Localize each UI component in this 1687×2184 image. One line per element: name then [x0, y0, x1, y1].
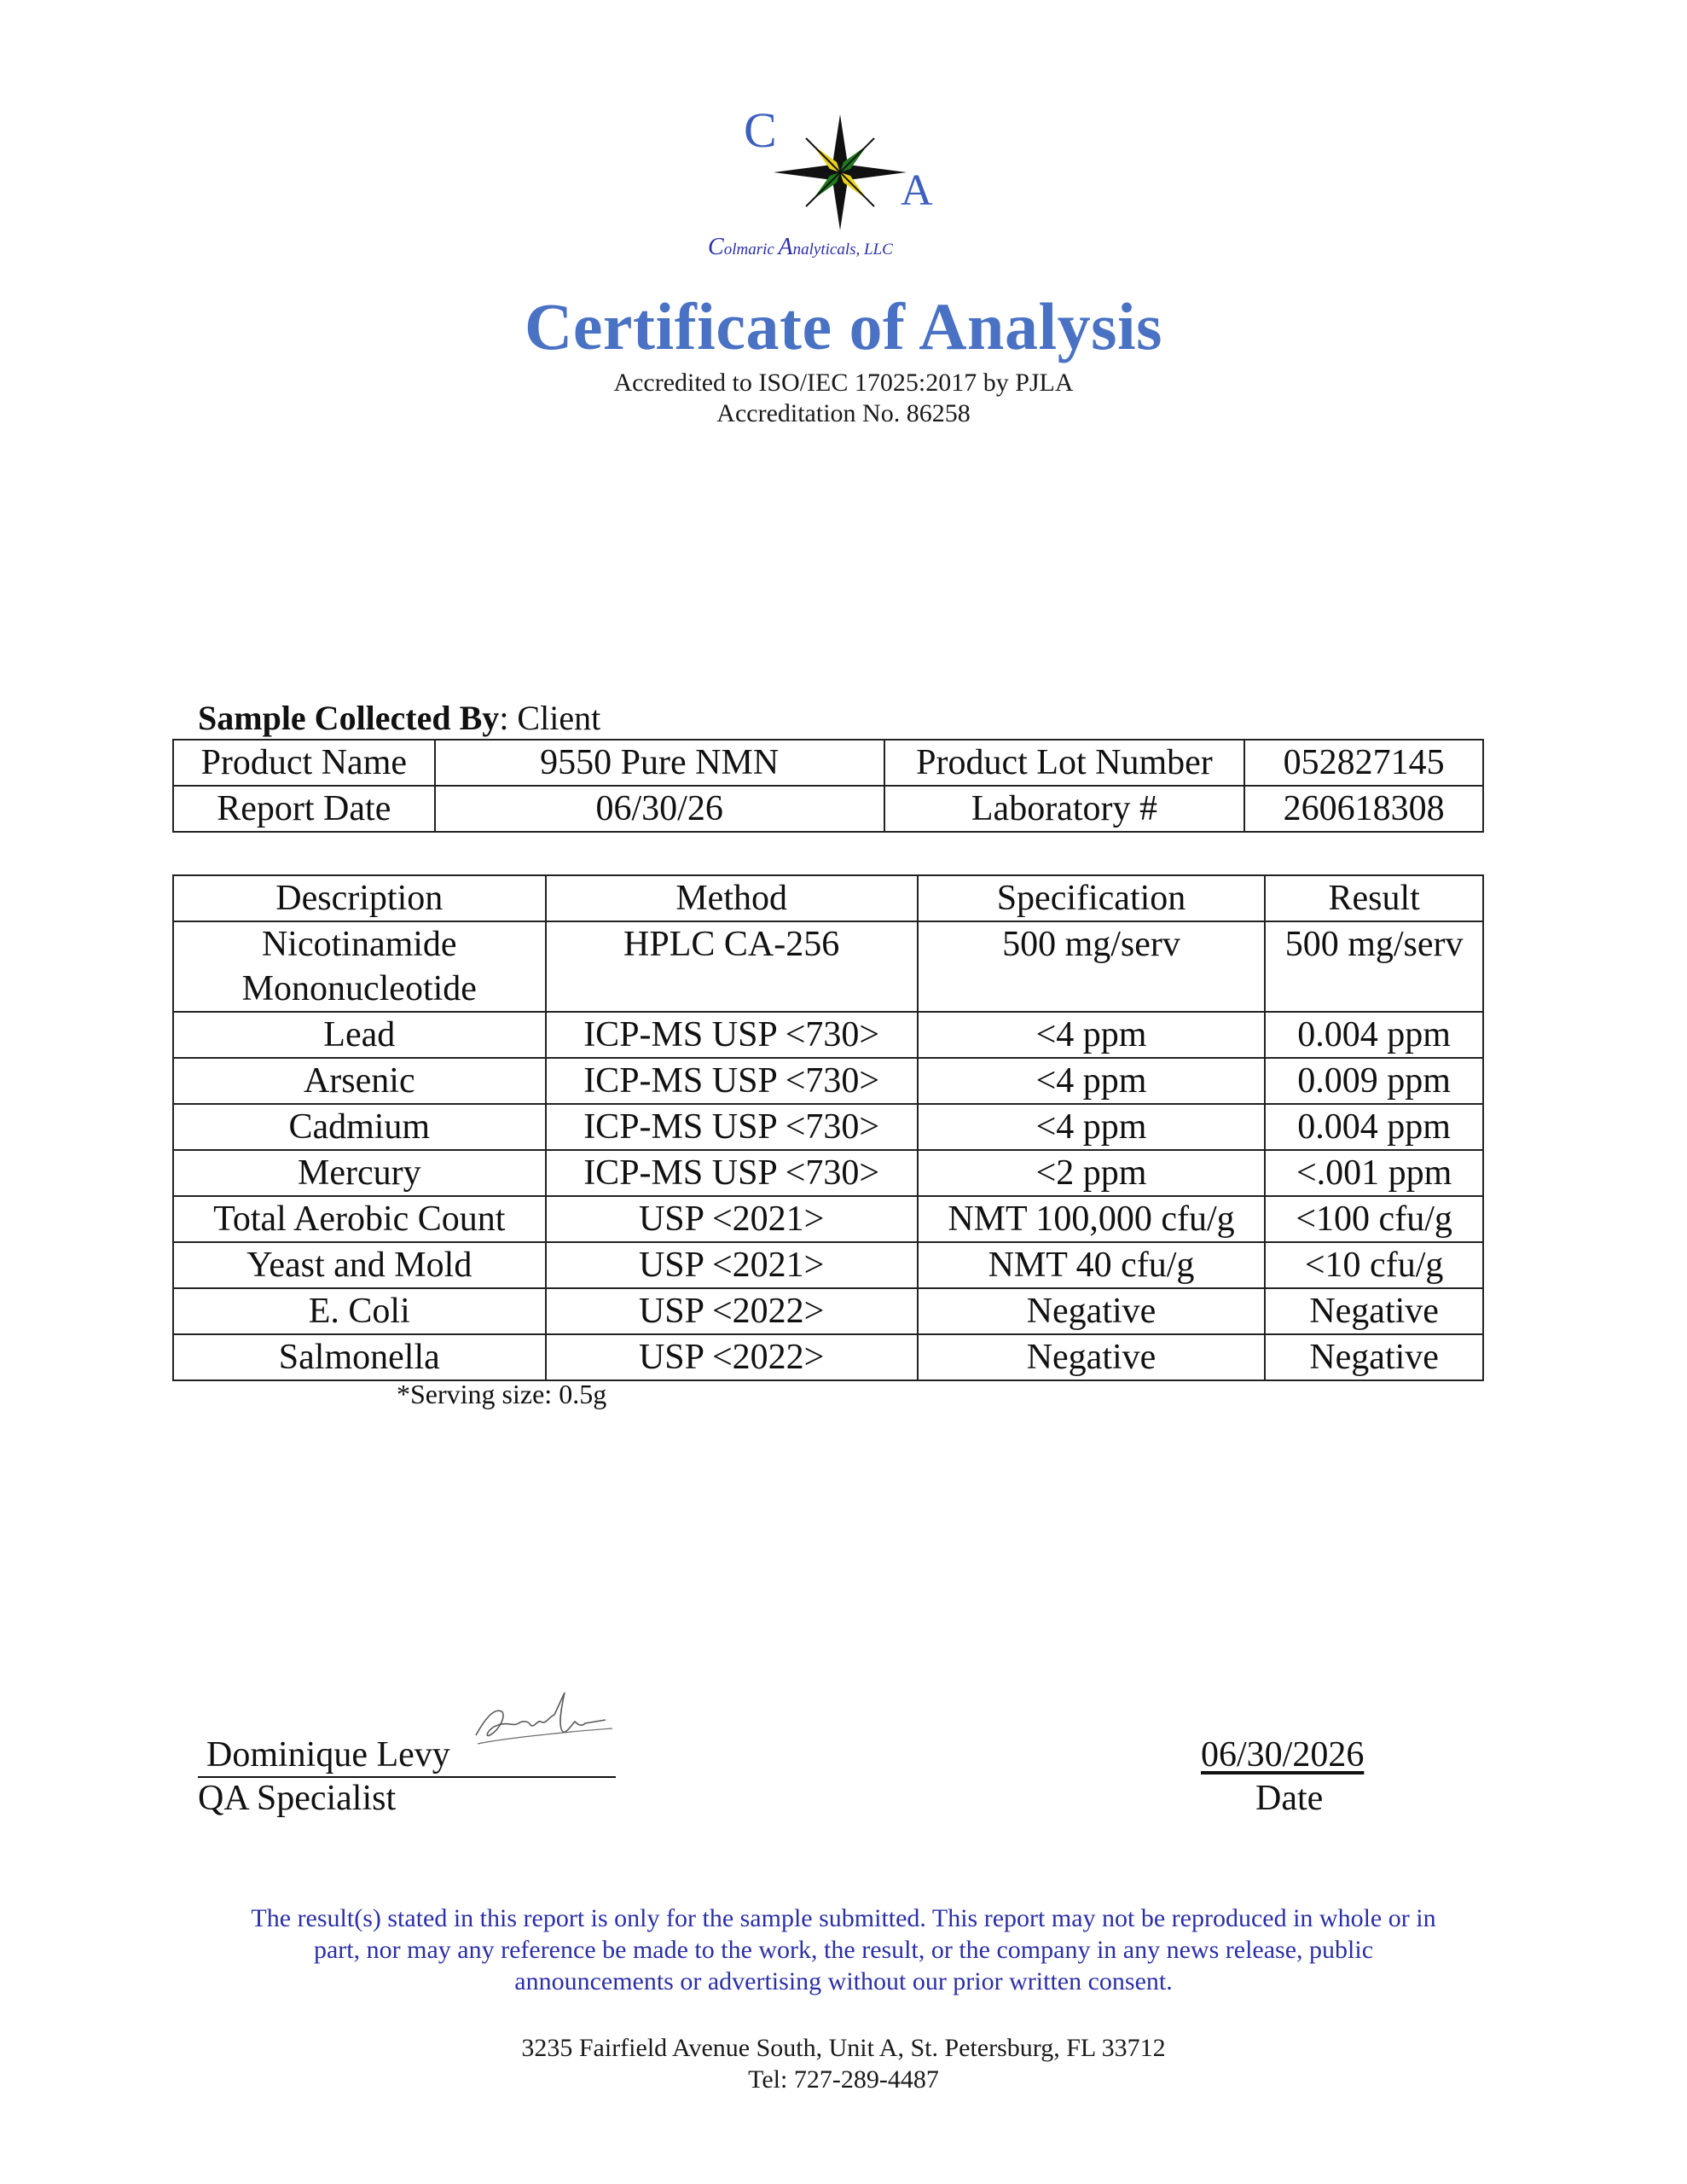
accreditation-text: Accredited to ISO/IEC 17025:2017 by PJLA — [613, 369, 1074, 397]
lab-number-value: 260618308 — [1244, 786, 1483, 832]
table-row — [173, 1012, 1483, 1058]
sample-collected-line — [198, 698, 600, 738]
row-method: ICP-MS USP <730> — [546, 1058, 918, 1104]
table-row — [173, 1242, 1483, 1288]
product-name-label: Product Name — [173, 740, 435, 786]
row-description: Mercury — [173, 1150, 546, 1196]
row-description: Salmonella — [173, 1334, 546, 1380]
logo-company-a: A — [778, 234, 793, 260]
row-result: Negative — [1265, 1334, 1483, 1380]
signer-name: Dominique Levy — [198, 1734, 616, 1778]
row-result: <100 cfu/g — [1265, 1196, 1483, 1242]
serving-size-footnote: *Serving size: 0.5g — [397, 1379, 607, 1409]
disclaimer-line-1: The result(s) stated in this report is only for the sample submitted. This report may not be reproduced in whole or in — [251, 1904, 1436, 1932]
table-row — [173, 921, 1483, 1012]
row-result: <.001 ppm — [1265, 1150, 1483, 1196]
row-description — [173, 921, 546, 1012]
footer-telephone: Tel: 727-289-4487 — [748, 2065, 939, 2094]
footer-address: 3235 Fairfield Avenue South, Unit A, St. Petersburg, FL 33712 — [521, 2034, 1166, 2062]
row-description: Arsenic — [173, 1058, 546, 1104]
logo-letter-a: A — [901, 166, 933, 215]
table-row — [173, 1334, 1483, 1380]
lot-number-label: Product Lot Number — [884, 740, 1244, 786]
disclaimer-line-3: announcements or advertising without our prior written consent. — [514, 1967, 1173, 1995]
report-date-label: Report Date — [173, 786, 435, 832]
row-specification: NMT 100,000 cfu/g — [918, 1196, 1266, 1242]
sample-collected-value: : Client — [499, 699, 601, 737]
product-name-value: 9550 Pure NMN — [435, 740, 884, 786]
lot-number-value: 052827145 — [1244, 740, 1483, 786]
disclaimer-line-2: part, nor may any reference be made to the work, the result, or the company in any news release, public — [313, 1936, 1374, 1964]
row-specification: <4 ppm — [918, 1058, 1266, 1104]
row-result: Negative — [1265, 1288, 1483, 1334]
logo-company-tail: nalyticals, LLC — [792, 241, 893, 258]
row-result: 0.009 ppm — [1265, 1058, 1483, 1104]
row-description: Total Aerobic Count — [173, 1196, 546, 1242]
row-method: USP <2022> — [546, 1288, 918, 1334]
table-row — [173, 1058, 1483, 1104]
row-specification: <4 ppm — [918, 1104, 1266, 1150]
row-method: HPLC CA-256 — [546, 921, 918, 1012]
header-specification: Specification — [918, 875, 1266, 921]
row-specification: <4 ppm — [918, 1012, 1266, 1058]
logo-company-mid: olmaric — [723, 241, 779, 258]
table-row — [173, 1104, 1483, 1150]
row-method: ICP-MS USP <730> — [546, 1150, 918, 1196]
row-description-line1: Nicotinamide — [261, 925, 457, 964]
row-specification: NMT 40 cfu/g — [918, 1242, 1266, 1288]
row-description: Cadmium — [173, 1104, 546, 1150]
date-label: Date — [1255, 1779, 1324, 1818]
row-description: Lead — [173, 1012, 546, 1058]
row-method: USP <2022> — [546, 1334, 918, 1380]
report-date-value: 06/30/26 — [435, 786, 884, 832]
row-result: 0.004 ppm — [1265, 1012, 1483, 1058]
lab-number-label: Laboratory # — [884, 786, 1244, 832]
header-result: Result — [1265, 875, 1483, 921]
row-description: Yeast and Mold — [173, 1242, 546, 1288]
row-method: USP <2021> — [546, 1196, 918, 1242]
row-specification: Negative — [918, 1334, 1266, 1380]
table-row — [173, 1150, 1483, 1196]
header-method: Method — [546, 875, 918, 921]
table-row — [173, 1288, 1483, 1334]
header-description: Description — [173, 875, 546, 921]
row-specification: Negative — [918, 1288, 1266, 1334]
signer-title: QA Specialist — [198, 1779, 397, 1818]
table-row — [173, 1196, 1483, 1242]
results-header-row — [173, 875, 1483, 921]
logo-letter-c: C — [744, 102, 777, 158]
row-result: 500 mg/serv — [1265, 921, 1483, 1012]
company-logo — [708, 102, 981, 273]
info-row — [173, 740, 1483, 786]
product-info-table — [172, 739, 1484, 833]
sample-collected-label: Sample Collected By — [198, 699, 500, 737]
row-method: ICP-MS USP <730> — [546, 1012, 918, 1058]
row-method: ICP-MS USP <730> — [546, 1104, 918, 1150]
info-row — [173, 786, 1483, 832]
row-result: 0.004 ppm — [1265, 1104, 1483, 1150]
accreditation-number: Accreditation No. 86258 — [716, 399, 971, 427]
results-table — [172, 874, 1484, 1381]
row-specification: <2 ppm — [918, 1150, 1266, 1196]
row-result: <10 cfu/g — [1265, 1242, 1483, 1288]
row-method: USP <2021> — [546, 1242, 918, 1288]
compass-star-icon — [774, 114, 907, 230]
logo-company-c: C — [708, 234, 724, 260]
row-description-line2: Mononucleotide — [241, 969, 477, 1008]
sign-date: 06/30/2026 — [1201, 1735, 1365, 1774]
row-specification: 500 mg/serv — [918, 921, 1266, 1012]
row-description: E. Coli — [173, 1288, 546, 1334]
page-title: Certificate of Analysis — [524, 289, 1162, 363]
svg-text:Colmaric Analyticals, LLC — [708, 234, 893, 260]
